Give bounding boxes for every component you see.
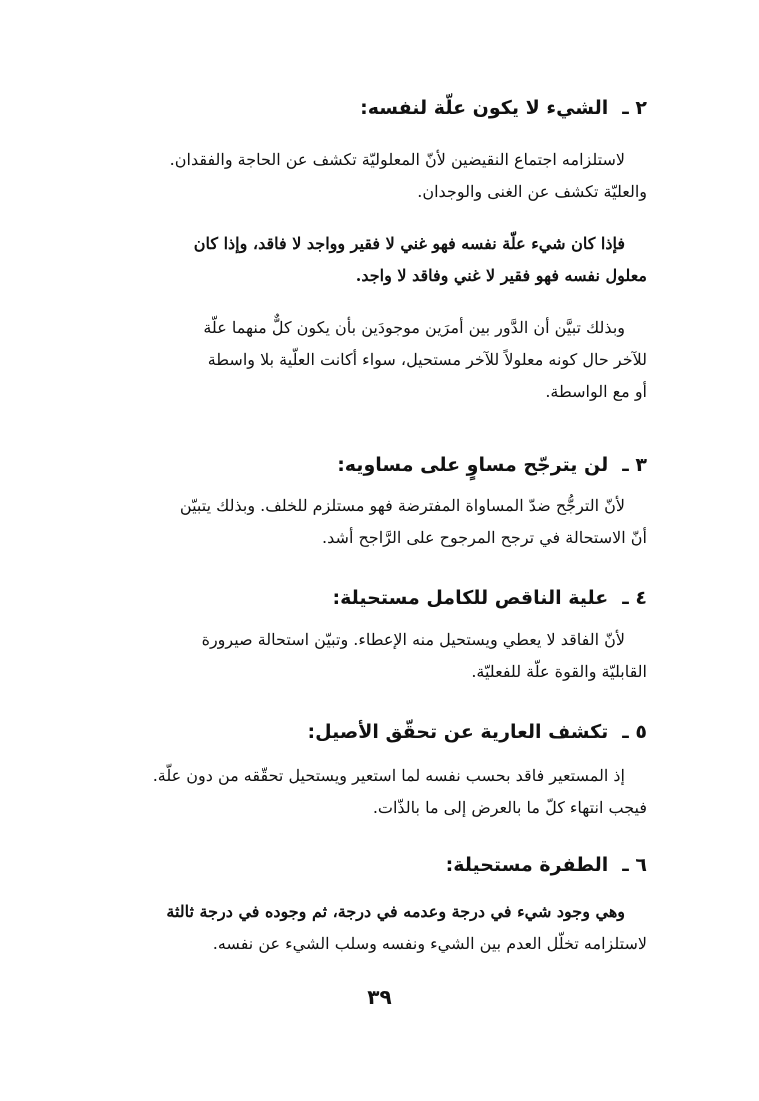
text-line: القابليّة والقوة علّة للفعليّة. bbox=[471, 662, 647, 681]
text-line: وبذلك تبيَّن أن الدَّور بين أمرَين موجودَين بأن يكون كلٌّ منهما علّة bbox=[203, 318, 625, 337]
section-2-paragraph-3 bbox=[112, 312, 647, 408]
section-title-6: الطفرة مستحيلة: bbox=[445, 854, 609, 876]
text-line: للآخر حال كونه معلولاً للآخر مستحيل، سواء أكانت العلّية بلا واسطة bbox=[207, 350, 647, 369]
text-line: إذ المستعير فاقد بحسب نفسه لما استعير ويستحيل تحقّقه من دون علّة. bbox=[152, 766, 625, 785]
section-heading-4 bbox=[112, 585, 647, 611]
section-6-paragraph-1 bbox=[112, 896, 647, 960]
section-3-paragraph-1 bbox=[112, 490, 647, 554]
section-heading-6 bbox=[112, 852, 647, 878]
section-heading-5 bbox=[112, 719, 647, 745]
text-line: معلول نفسه فهو فقير لا غني وفاقد لا واجد. bbox=[355, 266, 647, 285]
section-title-5: تكشف العارية عن تحقّق الأصيل: bbox=[307, 721, 609, 743]
section-5-paragraph-1 bbox=[112, 760, 647, 824]
text-line: أو مع الواسطة. bbox=[545, 382, 647, 401]
page-number: ٣٩ bbox=[367, 985, 392, 1009]
text-line: لأنّ الترجُّح ضدّ المساواة المفترضة فهو مستلزم للخلف. وبذلك يتبيّن bbox=[179, 496, 625, 515]
section-4-paragraph-1 bbox=[112, 624, 647, 688]
section-number-4: ٤ ـ bbox=[622, 587, 647, 609]
section-number-3: ٣ ـ bbox=[622, 454, 647, 476]
text-line: لأنّ الفاقد لا يعطي ويستحيل منه الإعطاء. وتبيّن استحالة صيرورة bbox=[201, 630, 625, 649]
text-line: وهي وجود شيء في درجة وعدمه في درجة، ثم وجوده في درجة ثالثة bbox=[166, 902, 625, 921]
section-title-3: لن يترجّح مساوٍ على مساويه: bbox=[337, 454, 609, 476]
text-line: أنّ الاستحالة في ترجح المرجوح على الرَّاجح أشد. bbox=[322, 528, 647, 547]
section-2-paragraph-2 bbox=[112, 228, 647, 292]
text-line: والعليّة تكشف عن الغنى والوجدان. bbox=[417, 182, 647, 201]
section-number-5: ٥ ـ bbox=[622, 721, 647, 743]
section-number-2: ٢ ـ bbox=[622, 97, 647, 119]
text-line: لاستلزامه اجتماع النقيضين لأنّ المعلوليّة تكشف عن الحاجة والفقدان. bbox=[169, 150, 625, 169]
section-heading-2 bbox=[112, 95, 647, 121]
section-title-4: علية الناقص للكامل مستحيلة: bbox=[332, 587, 609, 609]
text-line: لاستلزامه تخلّل العدم بين الشيء ونفسه وسلب الشيء عن نفسه. bbox=[212, 934, 647, 953]
section-2-paragraph-1 bbox=[112, 144, 647, 208]
section-title-2: الشيء لا يكون علّة لنفسه: bbox=[360, 97, 609, 119]
section-heading-3 bbox=[112, 452, 647, 478]
section-number-6: ٦ ـ bbox=[622, 854, 647, 876]
text-line: فإذا كان شيء علّة نفسه فهو غني لا فقير وواجد لا فاقد، وإذا كان bbox=[193, 234, 625, 253]
text-line: فيجب انتهاء كلّ ما بالعرض إلى ما بالذّات. bbox=[372, 798, 647, 817]
